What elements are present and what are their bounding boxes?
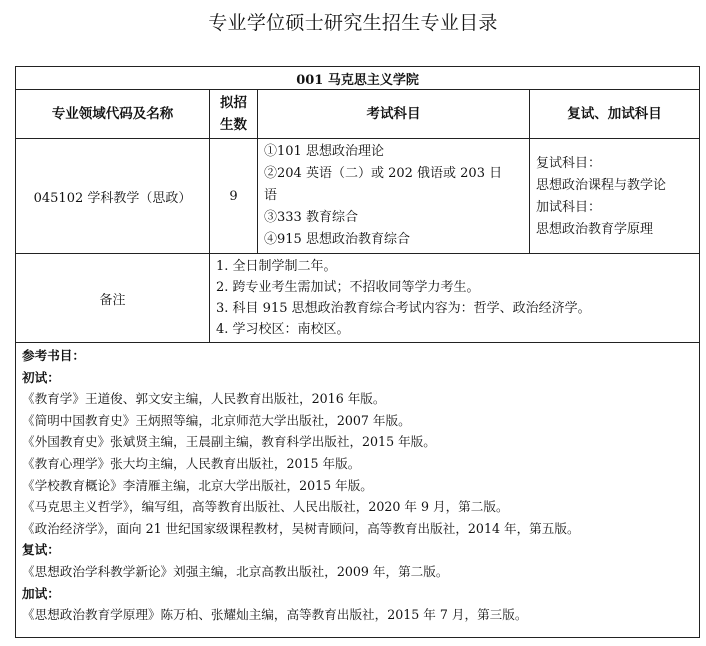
college-title: 001 马克思主义学院 xyxy=(16,67,700,90)
retest-line: 思想政治教育学原理 xyxy=(536,222,654,237)
books-cell xyxy=(16,343,700,638)
note-line: 3. 科目 915 思想政治教育综合考试内容为：哲学、政治经济学。 xyxy=(216,301,591,316)
books-row xyxy=(16,343,700,638)
catalog-table xyxy=(15,66,700,638)
book-entry: 《教育心理学》张大均主编，人民教育出版社，2015 年版。 xyxy=(22,455,361,471)
college-row xyxy=(16,67,700,90)
header-row xyxy=(16,90,700,139)
major-cell: 045102 学科教学（思政） xyxy=(16,139,210,254)
exam-line: ①101 思想政治理论 xyxy=(264,144,384,159)
retest-line: 思想政治课程与教学论 xyxy=(536,178,667,193)
exam-line: 语 xyxy=(264,188,278,203)
book-entry: 《简明中国教育史》王炳照等编，北京师范大学出版社，2007 年版。 xyxy=(22,412,411,428)
retest-line: 加试科目： xyxy=(536,200,602,215)
books-heading: 参考书目： xyxy=(22,348,85,363)
exam-line: ②204 英语（二）或 202 俄语或 203 日 xyxy=(264,166,503,181)
header-plan-line2: 生数 xyxy=(220,117,247,133)
book-entry: 《思想政治教育学原理》陈万柏、张耀灿主编，高等教育出版社，2015 年 7 月，第三版。 xyxy=(22,607,528,623)
notes-label: 备注 xyxy=(16,254,210,343)
notes-cell xyxy=(210,254,700,343)
exam-cell xyxy=(258,139,530,254)
book-entry: 《思想政治学科教学新论》刘强主编，北京高教出版社，2009 年，第二版。 xyxy=(22,563,449,579)
note-line: 4. 学习校区：南校区。 xyxy=(216,322,350,337)
note-line: 1. 全日制学制二年。 xyxy=(216,259,337,274)
header-plan-line1: 拟招 xyxy=(220,95,247,111)
header-exam: 考试科目 xyxy=(258,90,530,139)
book-entry: 《学校教育概论》李清雁主编，北京大学出版社，2015 年版。 xyxy=(22,477,373,493)
book-entry: 《政治经济学》，面向 21 世纪国家级课程教材，吴树青顾问，高等教育出版社，2014 年，第五版。 xyxy=(22,520,580,536)
notes-row xyxy=(16,254,700,343)
retest-line: 复试科目： xyxy=(536,156,602,171)
plan-cell: 9 xyxy=(210,139,258,254)
exam-line: ④915 思想政治教育综合 xyxy=(264,232,410,247)
exam-line: ③333 教育综合 xyxy=(264,210,358,225)
book-entry: 《教育学》王道俊、郭文安主编，人民教育出版社，2016 年版。 xyxy=(22,391,386,407)
books-retest-label: 复试： xyxy=(22,542,60,558)
books-extra-label: 加试： xyxy=(22,585,60,601)
header-major: 专业领域代码及名称 xyxy=(16,90,210,139)
program-row xyxy=(16,139,700,254)
books-initial-label: 初试： xyxy=(22,369,60,385)
book-entry: 《马克思主义哲学》，编写组，高等教育出版社、人民出版社，2020 年 9 月，第二版。 xyxy=(22,499,509,515)
header-plan xyxy=(210,90,258,139)
book-entry: 《外国教育史》张斌贤主编，王晨副主编，教育科学出版社，2015 年版。 xyxy=(22,434,436,450)
note-line: 2. 跨专业考生需加试；不招收同等学力考生。 xyxy=(216,280,480,295)
header-retest: 复试、加试科目 xyxy=(530,90,700,139)
page-title: 专业学位硕士研究生招生专业目录 xyxy=(208,12,498,34)
retest-cell xyxy=(530,139,700,254)
